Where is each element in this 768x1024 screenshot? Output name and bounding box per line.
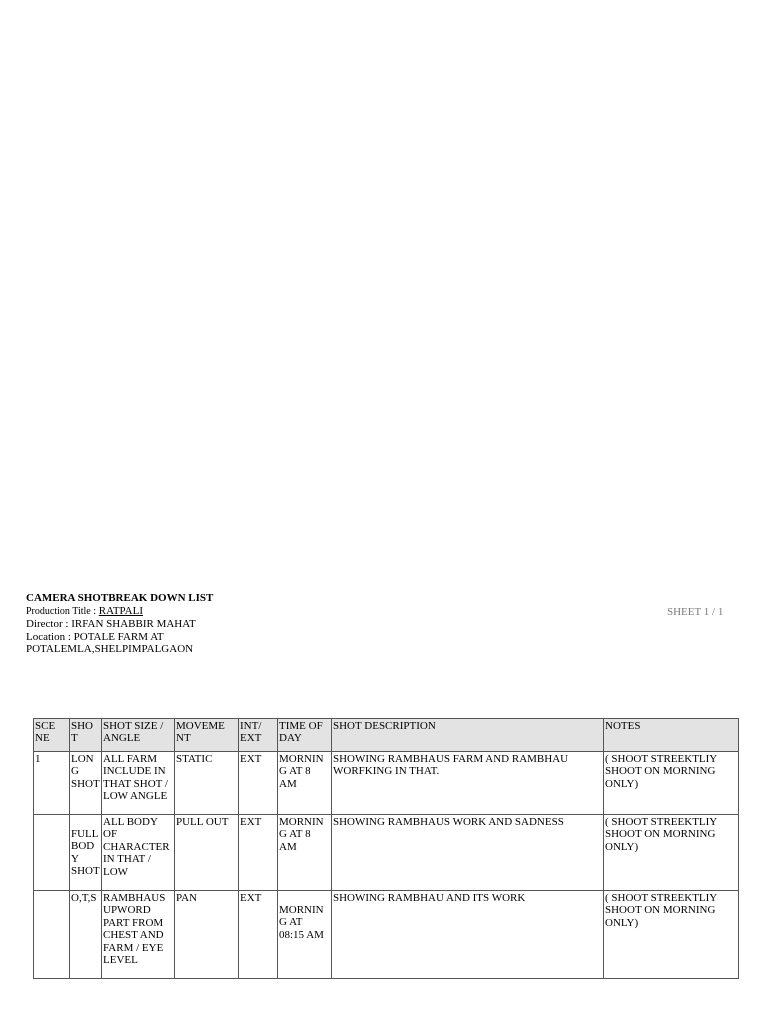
shot-cell: FULL BOD Y SHOT	[70, 815, 102, 891]
column-header: SHOT DESCRIPTION	[332, 719, 604, 752]
location-line-2: POTALEMLA,SHELPIMPALGAON	[26, 643, 194, 656]
movement-cell: PULL OUT	[175, 815, 239, 891]
movement-cell: STATIC	[175, 752, 239, 815]
column-header: MOVEME NT	[175, 719, 239, 752]
description-cell: SHOWING RAMBHAUS WORK AND SADNESS	[332, 815, 604, 891]
int-ext-cell: EXT	[239, 752, 278, 815]
production-title-label: Production Title :	[26, 605, 97, 617]
shot-list-table	[33, 718, 739, 979]
table-row	[34, 815, 739, 891]
column-header: INT/ EXT	[239, 719, 278, 752]
document-header	[26, 592, 213, 656]
table-row	[34, 752, 739, 815]
notes-cell: ( SHOOT STREEKTLIY SHOOT ON MORNING ONLY)	[604, 815, 739, 891]
time-cell: MORNIN G AT 8 AM	[278, 815, 332, 891]
description-cell: SHOWING RAMBHAUS FARM AND RAMBHAU WORFKING IN THAT.	[332, 752, 604, 815]
int-ext-cell: EXT	[239, 891, 278, 979]
scene-cell	[34, 815, 70, 891]
size-angle-cell: ALL BODY OF CHARACTER IN THAT / LOW	[102, 815, 175, 891]
column-header: TIME OF DAY	[278, 719, 332, 752]
time-cell: MORNIN G AT 8 AM	[278, 752, 332, 815]
notes-cell: ( SHOOT STREEKTLIY SHOOT ON MORNING ONLY)	[604, 752, 739, 815]
movement-cell: PAN	[175, 891, 239, 979]
column-header: SHO T	[70, 719, 102, 752]
scene-cell	[34, 891, 70, 979]
production-title-value: RATPALI	[98, 604, 143, 617]
shot-cell: O,T,S	[70, 891, 102, 979]
int-ext-cell: EXT	[239, 815, 278, 891]
notes-cell: ( SHOOT STREEKTLIY SHOOT ON MORNING ONLY)	[604, 891, 739, 979]
description-cell: SHOWING RAMBHAU AND ITS WORK	[332, 891, 604, 979]
column-header: SCE NE	[34, 719, 70, 752]
production-title	[26, 605, 213, 619]
table-row	[34, 891, 739, 979]
document-title: CAMERA SHOTBREAK DOWN LIST	[26, 592, 214, 604]
size-angle-cell: ALL FARM INCLUDE IN THAT SHOT / LOW ANGLE	[102, 752, 175, 815]
scene-cell: 1	[34, 752, 70, 815]
table-header-row	[34, 719, 739, 752]
shot-cell: LON G SHOT	[70, 752, 102, 815]
director-line: Director : IRFAN SHABBIR MAHAT	[26, 618, 196, 631]
time-cell: MORNIN G AT 08:15 AM	[278, 891, 332, 979]
location-line-1: Location : POTALE FARM AT	[26, 630, 164, 643]
sheet-number: SHEET 1 / 1	[667, 606, 724, 618]
size-angle-cell: RAMBHAUS UPWORD PART FROM CHEST AND FARM / EYE LEVEL	[102, 891, 175, 979]
column-header: SHOT SIZE / ANGLE	[102, 719, 175, 752]
column-header: NOTES	[604, 719, 739, 752]
